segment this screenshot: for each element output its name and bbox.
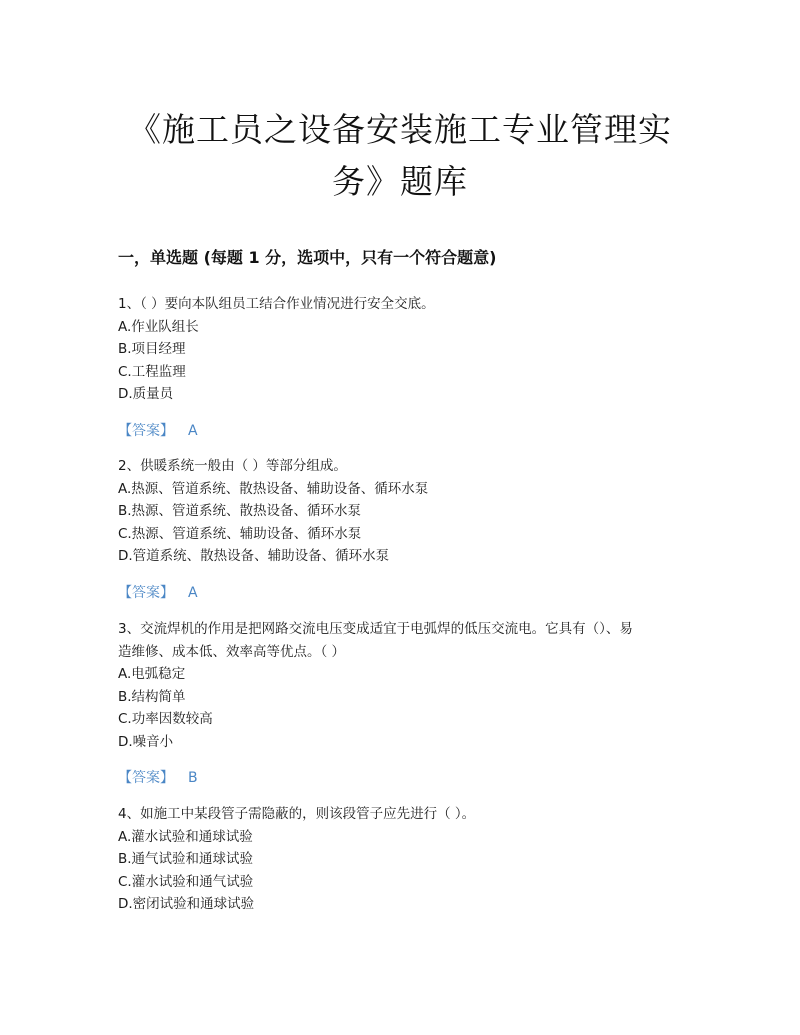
question-1: [118, 293, 678, 442]
option-b: B.项目经理: [118, 341, 186, 357]
section-heading: 一，单选题 (每题 1 分，选项中，只有一个符合题意): [118, 248, 497, 267]
option-a: A.作业队组长: [118, 318, 199, 335]
option-d: D.管道系统、散热设备、辅助设备、循环水泵: [118, 548, 390, 564]
question-stem-line-2: 造维修、成本低、效率高等优点。（ ）: [118, 643, 346, 660]
answer-value: A: [188, 584, 198, 601]
option-c: C.灌水试验和通气试验: [118, 873, 254, 890]
question-stem: 2、供暖系统一般由（ ）等部分组成。: [118, 458, 347, 474]
question-2: [118, 455, 678, 604]
answer-label: 【答案】: [118, 770, 174, 786]
answer-label: 【答案】: [118, 422, 174, 439]
question-4: [118, 803, 678, 916]
answer-line: [118, 582, 678, 604]
document-title-line-2: 务》题库: [332, 162, 468, 201]
question-stem: 4、如施工中某段管子需隐蔽的，则该段管子应先进行（ ）。: [118, 806, 476, 822]
option-d: D.密闭试验和通球试验: [118, 896, 255, 912]
option-b: B.通气试验和通球试验: [118, 851, 254, 867]
option-d: D.质量员: [118, 386, 174, 402]
option-b: B.结构简单: [118, 688, 186, 705]
document-title: [100, 104, 700, 208]
option-d: D.噪音小: [118, 733, 174, 750]
answer-line: [118, 420, 678, 442]
option-a: A.热源、管道系统、散热设备、辅助设备、循环水泵: [118, 480, 429, 497]
option-c: C.功率因数较高: [118, 711, 213, 727]
question-stem: 1、（ ）要向本队组员工结合作业情况进行安全交底。: [118, 296, 435, 312]
question-stem-line-1: 3、交流焊机的作用是把网路交流电压变成适宜于电弧焊的低压交流电。它具有（）、易: [118, 621, 633, 637]
option-b: B.热源、管道系统、散热设备、循环水泵: [118, 503, 362, 519]
answer-line: [118, 767, 678, 789]
answer-value: A: [188, 422, 198, 439]
option-a: A.电弧稳定: [118, 666, 186, 682]
answer-label: 【答案】: [118, 584, 174, 601]
document-title-line-1: 《施工员之设备安装施工专业管理实: [128, 110, 672, 149]
question-3: [118, 618, 678, 789]
option-a: A.灌水试验和通球试验: [118, 828, 253, 845]
option-c: C.热源、管道系统、辅助设备、循环水泵: [118, 525, 362, 542]
answer-value: B: [188, 770, 198, 786]
option-c: C.工程监理: [118, 363, 186, 380]
